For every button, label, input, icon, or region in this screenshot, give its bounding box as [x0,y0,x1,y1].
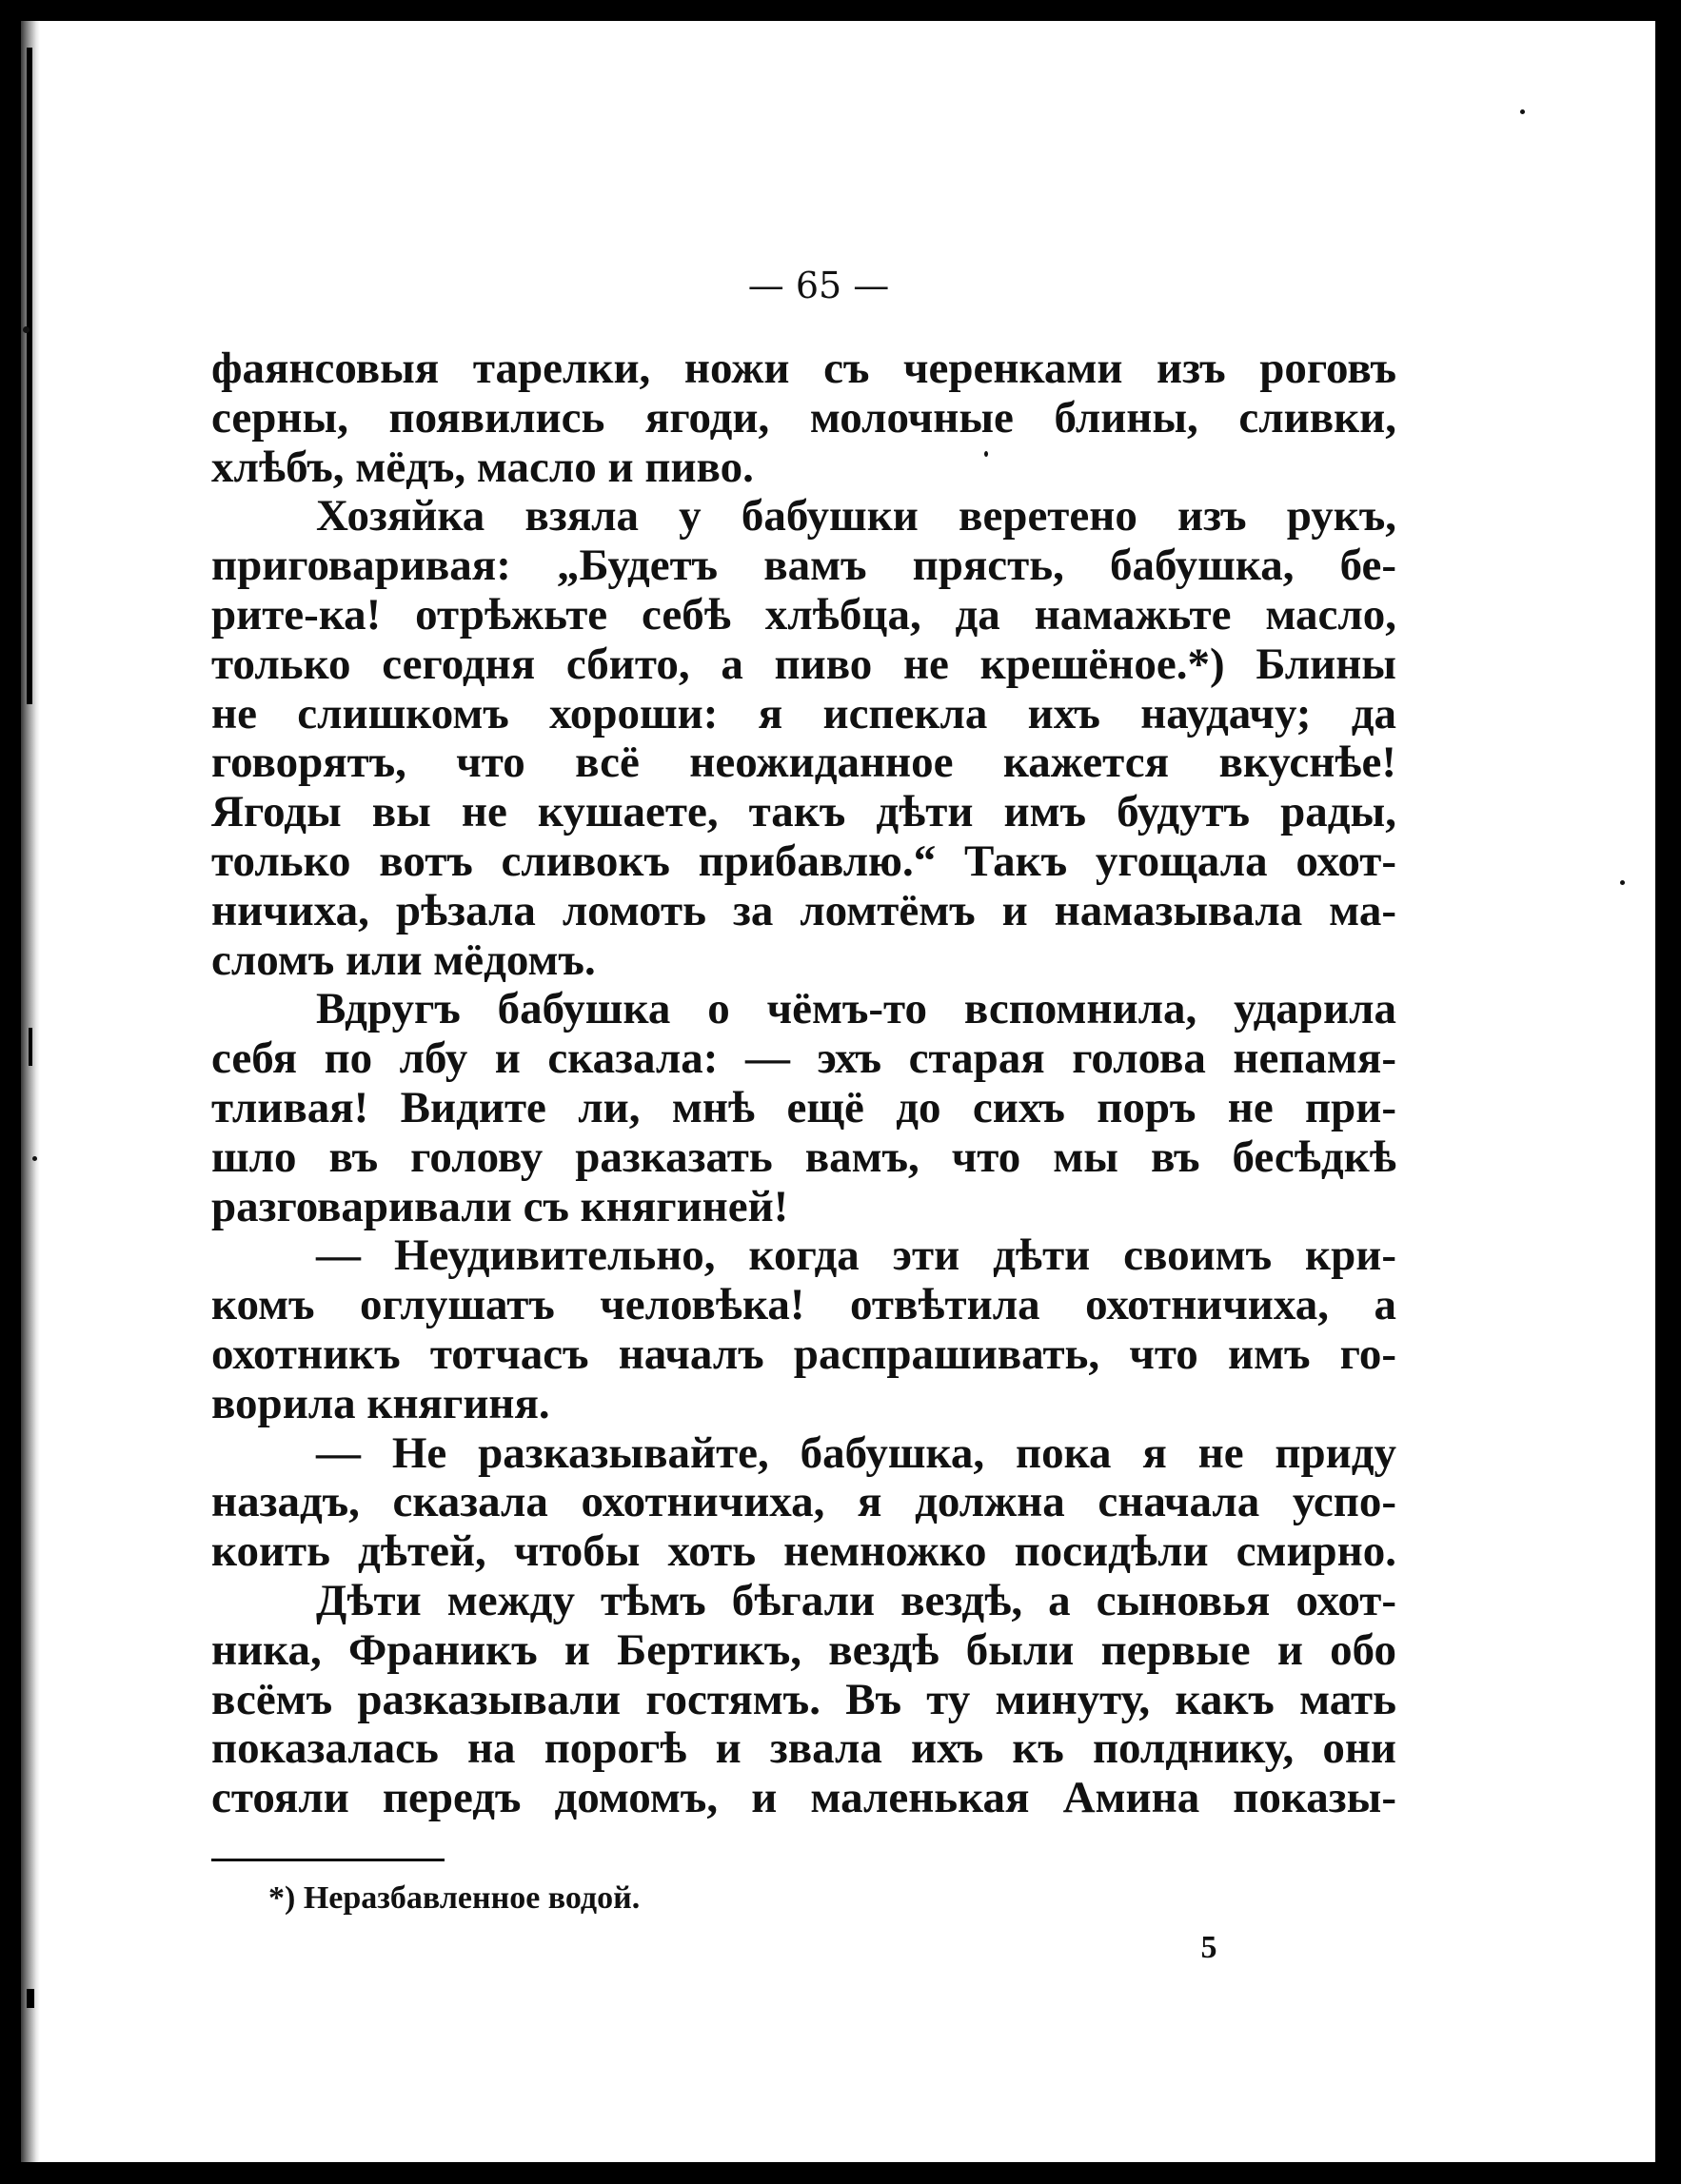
ink-speck [32,1156,37,1161]
text-line: Дѣти между тѣмъ бѣгали вездѣ, а сыновья охот- [316,1575,1396,1625]
text-line: — Неудивительно, когда эти дѣти своимъ кри- [316,1230,1396,1281]
text-line: Хозяйка взяла у бабушки веретено изъ рукъ, [316,491,1396,541]
text-line: ника, Франикъ и Бертикъ, вездѣ были первые и обо [211,1624,1396,1675]
text-line: комъ оглушатъ человѣка! отвѣтила охотничиха, а [211,1280,1396,1330]
page-number: — 65 — [747,265,890,306]
text-line: ничиха, рѣзала ломоть за ломтёмъ и намазывала ма- [211,885,1396,935]
text-line: назадъ, сказала охотничиха, я должна сначала успо- [211,1477,1396,1527]
binding-mark [27,1989,34,2008]
binding-mark [29,1028,32,1066]
text-line: сломъ или мёдомъ. [211,935,596,985]
text-line: показалась на порогѣ и звала ихъ къ полднику, они [211,1723,1396,1774]
text-line: приговаривая: „Будетъ вамъ прясть, бабушка, бе- [211,541,1396,591]
text-line: фаянсовыя тарелки, ножи съ черенками изъ роговъ [211,344,1396,393]
text-line: Вдругъ бабушка о чёмъ-то вспомнила, ударила [316,984,1396,1034]
footnote: *) Неразбавленное водой. [268,1880,641,1916]
ink-speck [1620,880,1625,885]
binding-mark [27,48,32,704]
text-line: стояли передъ домомъ, и маленькая Амина показы- [211,1773,1396,1823]
text-line: говорятъ, что всё неожиданное кажется вкуснѣе! [211,738,1396,788]
text-line: шло въ голову разказать вамъ, что мы въ бесѣдкѣ [211,1131,1396,1182]
text-line: серны, появились ягоди, молочные блины, сливки, [211,392,1396,443]
text-line: — Не разказывайте, бабушка, пока я не приду [316,1427,1396,1478]
text-line: хлѣбъ, мёдъ, масло и пиво. [211,442,754,492]
text-line: себя по лбу и сказала: — эхъ старая голова непамя- [211,1033,1396,1084]
text-line: разговаривали съ княгиней! [211,1181,789,1231]
text-line: коить дѣтей, чтобы хоть немножко посидѣли смирно. [211,1526,1396,1577]
text-line: ворила княгиня. [211,1378,550,1428]
text-line: только вотъ сливокъ прибавлю.“ Такъ угощала охот- [211,836,1396,886]
text-line: всёмъ разказывали гостямъ. Въ ту минуту, какъ мать [211,1674,1396,1724]
text-line: тливая! Видите ли, мнѣ ещё до сихъ поръ не при- [211,1082,1396,1132]
footnote-rule [211,1859,445,1861]
body-text [211,344,1396,1823]
ink-speck [23,326,30,333]
text-line: рите-ка! отрѣжьте себѣ хлѣбца, да намажьте масло, [211,589,1396,639]
right-edge-shadow [1655,21,1658,2162]
text-line: Ягоды вы не кушаете, такъ дѣти имъ будутъ рады, [211,787,1396,837]
text-line: не слишкомъ хороши: я испекла ихъ наудачу; да [211,688,1396,738]
text-line: охотникъ тотчасъ началъ распрашивать, что имъ го- [211,1328,1396,1379]
text-line: только сегодня сбито, а пиво не крешёное.*) Блины [211,639,1396,689]
signature-mark: 5 [1200,1930,1217,1965]
ink-speck [1520,109,1525,114]
